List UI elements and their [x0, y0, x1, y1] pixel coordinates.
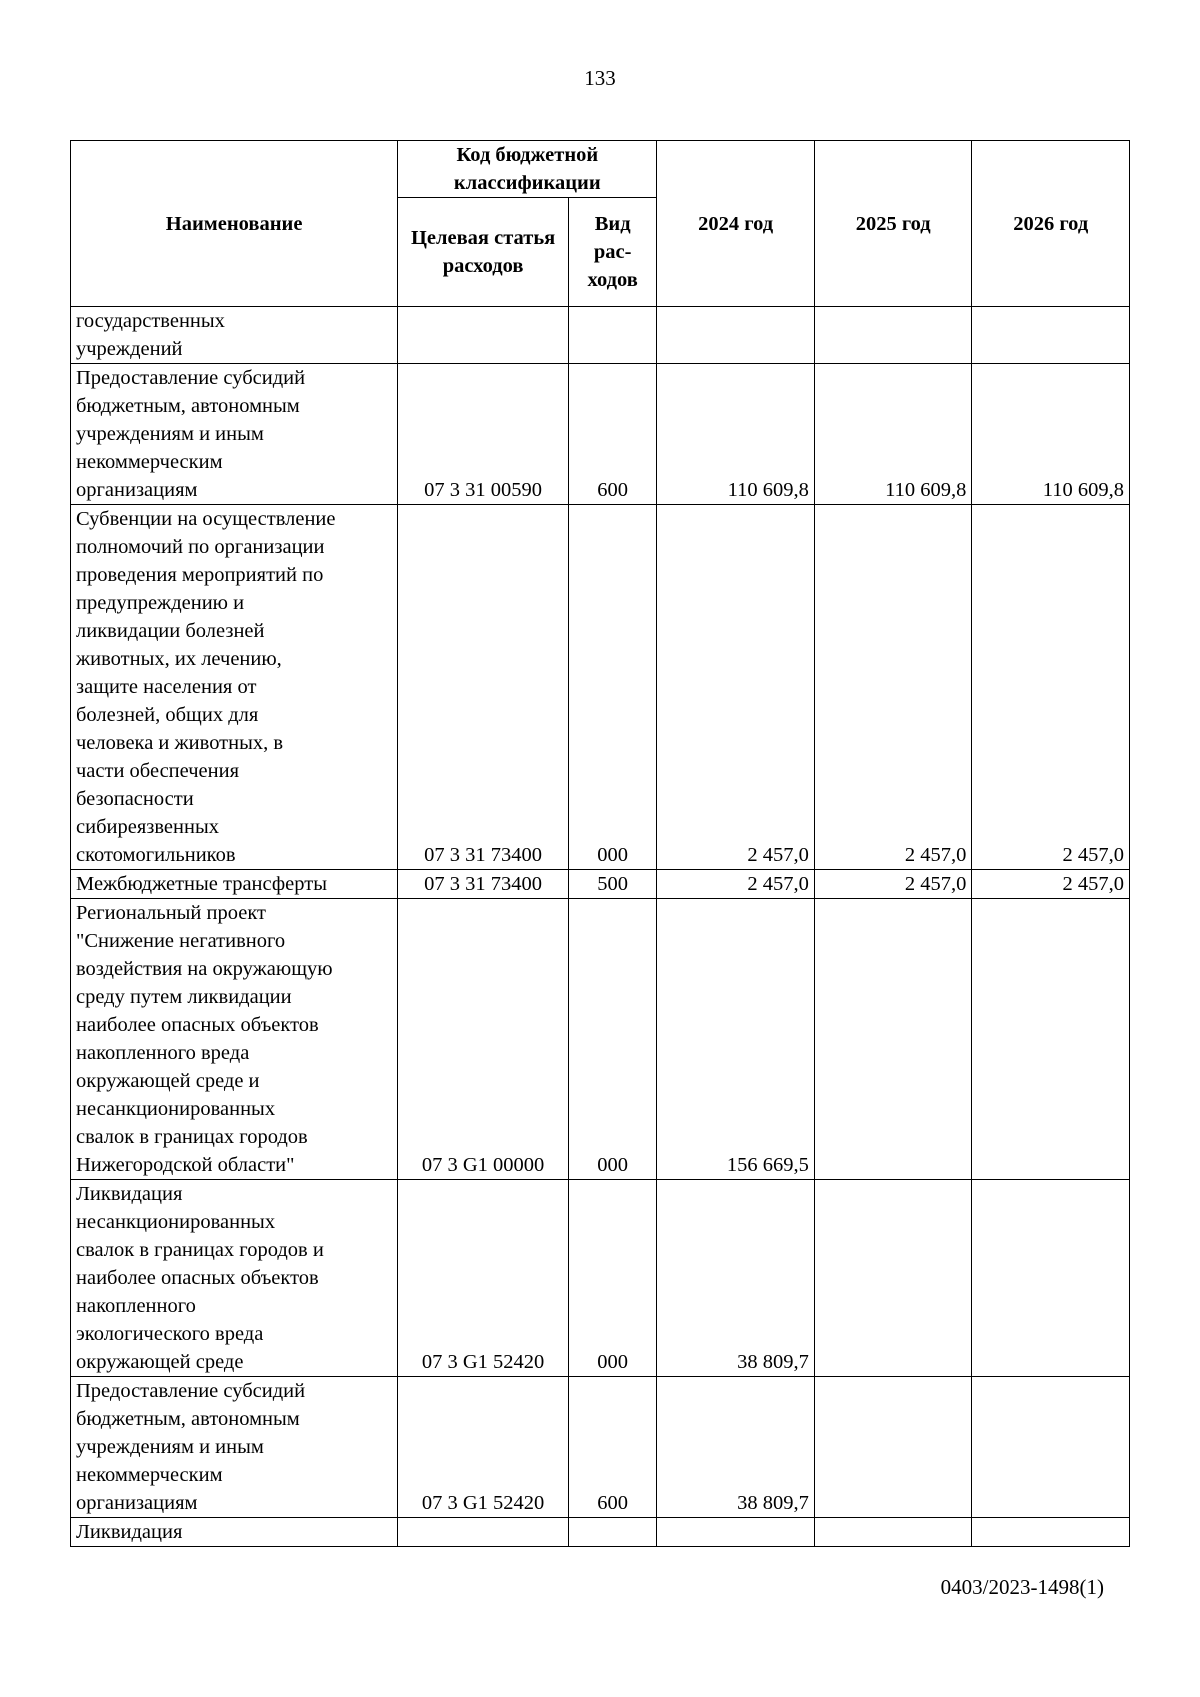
- row-target-article-cell: 07 3 31 73400: [398, 505, 569, 870]
- header-2024: 2024 год: [657, 141, 815, 307]
- page-number: 133: [584, 66, 616, 90]
- row-2026-cell: [972, 899, 1130, 1180]
- row-name-cell: государственных учреждений: [71, 307, 398, 364]
- row-expense-type-cell: 600: [568, 364, 656, 505]
- row-2024-cell: 156 669,5: [657, 899, 815, 1180]
- row-name-cell: Региональный проект "Снижение негативного воздействия на окружающую среду путем ликвидации наиболее опасных объектов накопленного вреда окружающей среде и несанкционированных свалок в границах городов Нижегородской области": [71, 899, 398, 1180]
- row-expense-type-cell: 000: [568, 899, 656, 1180]
- table-row: [71, 1518, 1130, 1547]
- budget-table: [70, 140, 1130, 1547]
- table-body: [71, 307, 1130, 1547]
- row-name-cell: Межбюджетные трансферты: [71, 870, 398, 899]
- row-name-cell: Ликвидация несанкционированных свалок в границах городов и наиболее опасных объектов накопленного экологического вреда окружающей среде: [71, 1180, 398, 1377]
- header-2025: 2025 год: [814, 141, 972, 307]
- row-2025-cell: [814, 1518, 972, 1547]
- header-code-group: Код бюджетной классификации: [398, 141, 657, 198]
- row-expense-type-cell: 000: [568, 505, 656, 870]
- row-expense-type-cell: [568, 1518, 656, 1547]
- row-expense-type-cell: 000: [568, 1180, 656, 1377]
- row-target-article-cell: 07 3 G1 52420: [398, 1180, 569, 1377]
- row-2024-cell: 2 457,0: [657, 870, 815, 899]
- row-2026-cell: [972, 307, 1130, 364]
- row-expense-type-cell: 600: [568, 1377, 656, 1518]
- row-name-cell: Предоставление субсидий бюджетным, автономным учреждениям и иным некоммерческим организациям: [71, 364, 398, 505]
- table-row: [71, 364, 1130, 505]
- header-name: Наименование: [71, 141, 398, 307]
- row-target-article-cell: 07 3 G1 52420: [398, 1377, 569, 1518]
- header-2026: 2026 год: [972, 141, 1130, 307]
- table-row: [71, 1377, 1130, 1518]
- row-2024-cell: [657, 1518, 815, 1547]
- row-2025-cell: [814, 899, 972, 1180]
- header-expense-type: Вид рас-ходов: [568, 198, 656, 307]
- row-2024-cell: 38 809,7: [657, 1180, 815, 1377]
- row-target-article-cell: 07 3 31 00590: [398, 364, 569, 505]
- row-target-article-cell: 07 3 G1 00000: [398, 899, 569, 1180]
- row-2025-cell: [814, 307, 972, 364]
- row-2024-cell: 38 809,7: [657, 1377, 815, 1518]
- table-row: [71, 1180, 1130, 1377]
- row-2025-cell: [814, 1377, 972, 1518]
- row-expense-type-cell: 500: [568, 870, 656, 899]
- row-2025-cell: 110 609,8: [814, 364, 972, 505]
- row-2026-cell: 2 457,0: [972, 505, 1130, 870]
- row-2024-cell: 110 609,8: [657, 364, 815, 505]
- row-target-article-cell: 07 3 31 73400: [398, 870, 569, 899]
- row-target-article-cell: [398, 307, 569, 364]
- table-row: [71, 870, 1130, 899]
- row-2026-cell: 110 609,8: [972, 364, 1130, 505]
- table-row: [71, 899, 1130, 1180]
- row-2025-cell: 2 457,0: [814, 870, 972, 899]
- row-name-cell: Субвенции на осуществление полномочий по организации проведения мероприятий по предупреждению и ликвидации болезней животных, их лечению, защите населения от болезней, общих для человека и животных, в части обеспечения безопасности сибиреязвенных скотомогильников: [71, 505, 398, 870]
- document-id: 0403/2023-1498(1): [940, 1575, 1104, 1599]
- header-target-article: Целевая статья расходов: [398, 198, 569, 307]
- row-2024-cell: 2 457,0: [657, 505, 815, 870]
- row-2024-cell: [657, 307, 815, 364]
- table-row: [71, 307, 1130, 364]
- table-row: [71, 505, 1130, 870]
- row-expense-type-cell: [568, 307, 656, 364]
- row-2026-cell: [972, 1180, 1130, 1377]
- row-2026-cell: 2 457,0: [972, 870, 1130, 899]
- row-2026-cell: [972, 1377, 1130, 1518]
- row-name-cell: Предоставление субсидий бюджетным, автономным учреждениям и иным некоммерческим организациям: [71, 1377, 398, 1518]
- row-2025-cell: 2 457,0: [814, 505, 972, 870]
- row-2026-cell: [972, 1518, 1130, 1547]
- row-2025-cell: [814, 1180, 972, 1377]
- row-target-article-cell: [398, 1518, 569, 1547]
- row-name-cell: Ликвидация: [71, 1518, 398, 1547]
